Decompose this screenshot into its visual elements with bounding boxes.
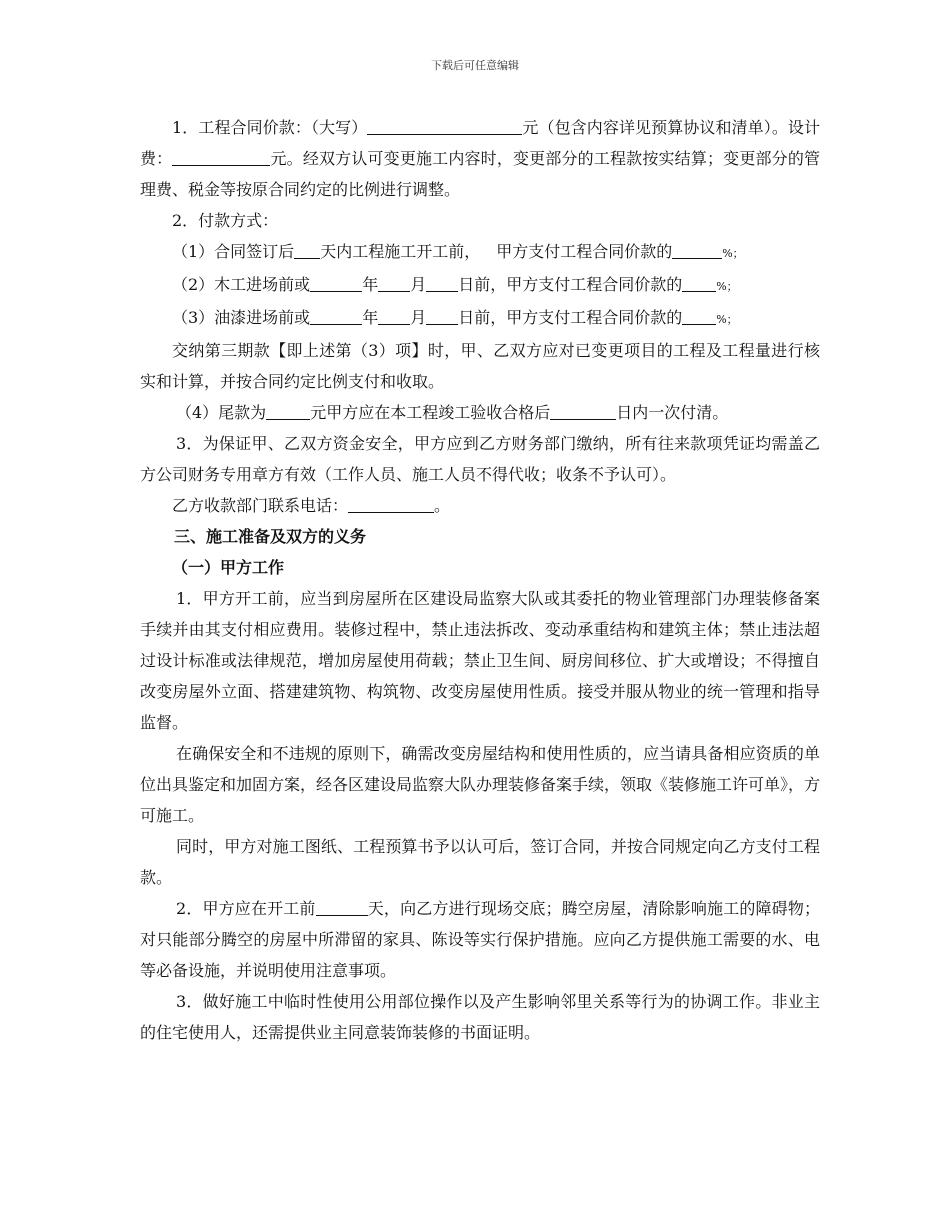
party-a-duty-2: 2．甲方应在开工前 天，向乙方进行现场交底；腾空房屋，清除影响施工的障碍物；对只能部分腾空的房屋中所滞留的家具、陈设等实行保护措施。应向乙方提供施工需要的水、电等必备设施，并说明使用注意事项。: [140, 899, 820, 980]
payment-item-3: （3）油漆进场前或 年 月 日前，甲方支付工程合同价款的 %；: [172, 308, 738, 327]
contact-phone-line: 乙方收款部门联系电话： 。: [172, 496, 451, 515]
subsection-heading: （一）甲方工作: [172, 558, 285, 577]
payment-item-4: （4）尾款为 元甲方应在本工程竣工验收合格后 日内一次付清。: [176, 403, 729, 422]
page-header: 下载后可任意编辑: [431, 59, 519, 72]
structure-change-paragraph: 在确保安全和不违规的原则下，确需改变房屋结构和使用性质的，应当请具备相应资质的单位出具鉴定和加固方案，经各区建设局监察大队办理装修备案手续，领取《装修施工许可单》，方可施工。: [140, 744, 821, 825]
third-payment-paragraph: 交纳第三期款【即上述第（3）项】时，甲、乙双方应对已变更项目的工程及工程量进行核实和计算，并按合同约定比例支付和收取。: [140, 341, 820, 391]
document-body: [140, 112, 820, 1048]
fund-safety-paragraph: 3．为保证甲、乙双方资金安全，甲方应到乙方财务部门缴纳，所有往来款项凭证均需盖乙方公司财务专用章方有效（工作人员、施工人员不得代收；收条不予认可）。: [140, 434, 820, 484]
payment-item-2: （2）木工进场前或 年 月 日前，甲方支付工程合同价款的 %；: [172, 275, 738, 294]
approval-paragraph: 同时，甲方对施工图纸、工程预算书予以认可后，签订合同，并按合同规定向乙方支付工程款。: [140, 837, 820, 887]
design-fee-blank: [172, 147, 270, 166]
price-blank: [367, 116, 522, 135]
party-a-duty-1: 1．甲方开工前，应当到房屋所在区建设局监察大队或其委托的物业管理部门办理装修备案手续并由其支付相应费用。装修过程中，禁止违法拆改、变动承重结构和建筑主体；禁止违法超过设计标准或法律规范，增加房屋使用荷载；禁止卫生间、厨房间移位、扩大或增设；不得擅自改变房屋外立面、搭建建筑物、构筑物、改变房屋使用性质。接受并服从物业的统一管理和指导监督。: [140, 589, 820, 732]
party-a-duty-3: 3．做好施工中临时性使用公用部位操作以及产生影响邻里关系等行为的协调工作。非业主的住宅使用人，还需提供业主同意装饰装修的书面证明。: [140, 992, 820, 1042]
payment-method-heading: 2．付款方式：: [172, 211, 279, 230]
contract-price-paragraph: 1．工程合同价款：（大写） 元（包含内容详见预算协议和清单）。设计费： 元。经双方认可变更施工内容时，变更部分的工程款按实结算；变更部分的管理费、税金等按原合同约定的比例进行调整。: [140, 118, 820, 199]
phone-blank: [348, 494, 434, 513]
payment-item-1: （1）合同签订后 天内工程施工开工前， 甲方支付工程合同价款的 %；: [172, 242, 744, 261]
section-heading: 三、施工准备及双方的义务: [174, 527, 367, 546]
